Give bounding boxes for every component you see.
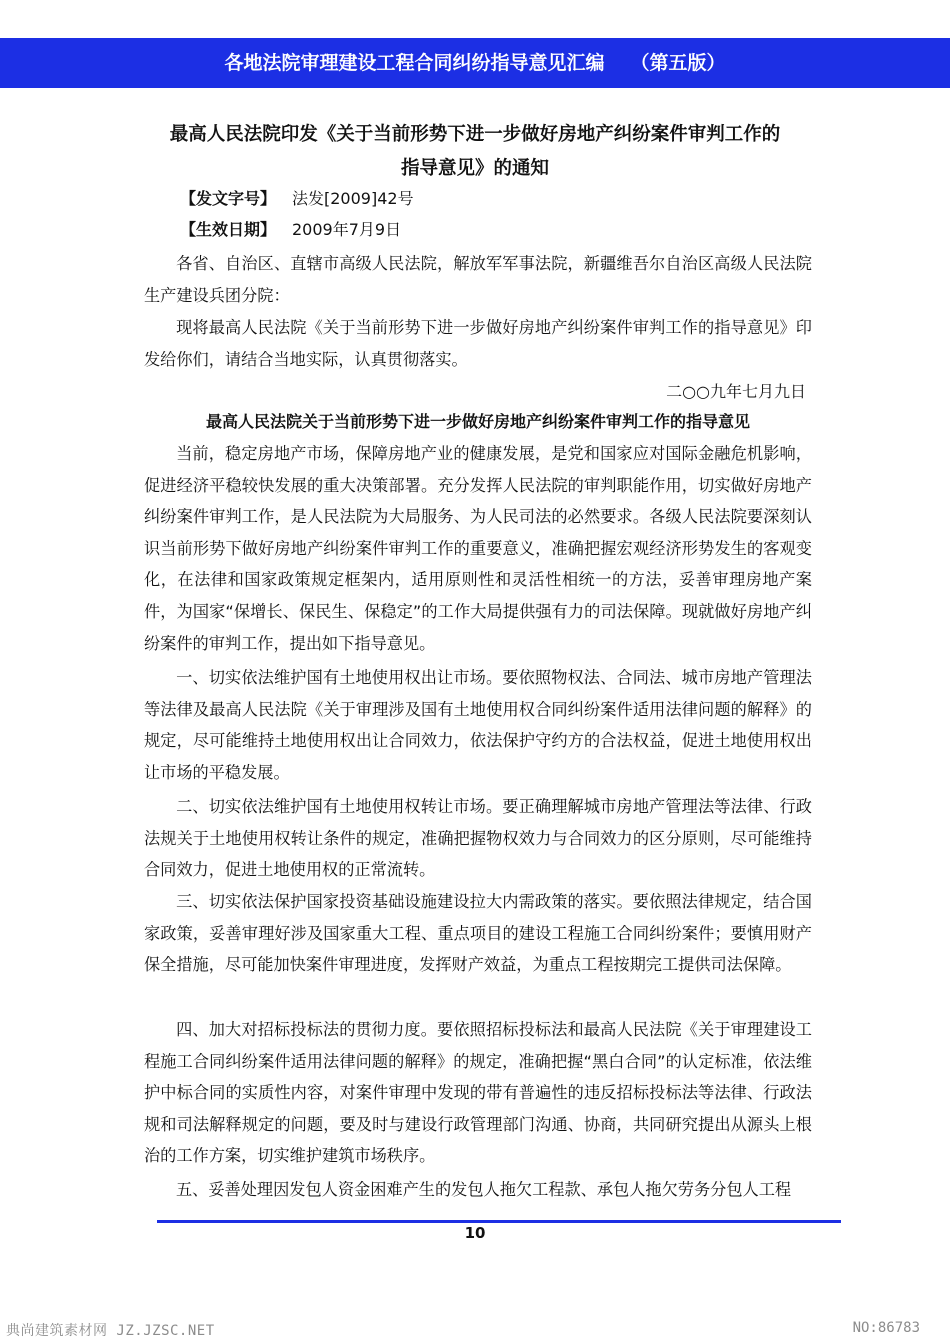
doc-number-label: 【发文字号】 [180, 189, 277, 208]
body-paragraph [144, 791, 812, 886]
notice-text: 现将最高人民法院《关于当前形势下进一步做好房地产纠纷案件审判工作的指导意见》印发给你们，请结合当地实际，认真贯彻落实。 [144, 318, 812, 369]
paragraph-text: 一、切实依法维护国有土地使用权出让市场。要依照物权法、合同法、城市房地产管理法等法律及最高人民法院《关于审理涉及国有土地使用权合同纠纷案件适用法律问题的解释》的规定，尽可能维持土地使用权出让合同效力，依法保护守约方的合法权益，促进土地使用权出让市场的平稳发展。 [144, 668, 812, 782]
recipients-paragraph [144, 248, 812, 311]
body-paragraph [144, 438, 812, 659]
document-title-line-2: 指导意见》的通知 [400, 158, 549, 179]
recipients-text: 各省、自治区、直辖市高级人民法院，解放军军事法院，新疆维吾尔自治区高级人民法院生产建设兵团分院： [144, 254, 812, 305]
notice-paragraph [144, 312, 812, 375]
body-paragraph [144, 662, 812, 788]
paragraph-text: 三、切实依法保护国家投资基础设施建设拉大内需政策的落实。要依照法律规定，结合国家政策，妥善审理好涉及国家重大工程、重点项目的建设工程施工合同纠纷案件；要慎用财产保全措施，尽可能加快案件审理进度，发挥财产效益，为重点工程按期完工提供司法保障。 [144, 892, 812, 975]
footer-divider [157, 1220, 841, 1223]
notice-date: 二○○九年七月九日 [666, 382, 806, 401]
body-paragraph [144, 1174, 812, 1206]
body-paragraph [144, 1014, 812, 1172]
watermark-number: NO:86783 [852, 1320, 920, 1336]
effective-date-value: 2009年7月9日 [292, 220, 402, 239]
edition-label: （第五版） [630, 52, 726, 74]
body-paragraph [144, 886, 812, 981]
watermark-site: 典尚建筑素材网 JZ.JZSC.NET [6, 1323, 215, 1339]
paragraph-text: 当前，稳定房地产市场，保障房地产业的健康发展，是党和国家应对国际金融危机影响，促进经济平稳较快发展的重大决策部署。充分发挥人民法院的审判职能作用，切实做好房地产纠纷案件审判工作，是人民法院为大局服务、为人民司法的必然要求。各级人民法院要深刻认识当前形势下做好房地产纠纷案件审判工作的重要意义，准确把握宏观经济形势发生的客观变化，在法律和国家政策规定框架内，适用原则性和灵活性相统一的方法，妥善审理房地产案件，为国家“保增长、保民生、保稳定”的工作大局提供强有力的司法保障。现就做好房地产纠纷案件的审判工作，提出如下指导意见。 [144, 444, 812, 653]
paragraph-text: 二、切实依法维护国有土地使用权转让市场。要正确理解城市房地产管理法等法律、行政法规关于土地使用权转让条件的规定，准确把握物权效力与合同效力的区分原则，尽可能维持合同效力，促进土地使用权的正常流转。 [144, 797, 812, 880]
opinion-title: 最高人民法院关于当前形势下进一步做好房地产纠纷案件审判工作的指导意见 [205, 412, 750, 431]
document-title-line-1: 最高人民法院印发《关于当前形势下进一步做好房地产纠纷案件审判工作的 [169, 124, 781, 145]
paragraph-text: 四、加大对招标投标法的贯彻力度。要依照招标投标法和最高人民法院《关于审理建设工程施工合同纠纷案件适用法律问题的解释》的规定，准确把握“黑白合同”的认定标准，依法维护中标合同的实质性内容，对案件审理中发现的带有普遍性的违反招标投标法等法律、行政法规和司法解释规定的问题，要及时与建设行政管理部门沟通、协商，共同研究提出从源头上根治的工作方案，切实维护建筑市场秩序。 [144, 1020, 812, 1166]
effective-date-label: 【生效日期】 [180, 220, 277, 239]
page-number: 10 [464, 1224, 486, 1242]
doc-number-value: 法发[2009]42号 [292, 189, 414, 208]
paragraph-text: 五、妥善处理因发包人资金困难产生的发包人拖欠工程款、承包人拖欠劳务分包人工程 [176, 1180, 792, 1199]
document-title [130, 118, 820, 186]
effective-date-row [180, 217, 401, 243]
compilation-title: 各地法院审理建设工程合同纠纷指导意见汇编 [224, 52, 605, 74]
page-header-band [0, 38, 950, 88]
doc-number-row [180, 186, 414, 212]
